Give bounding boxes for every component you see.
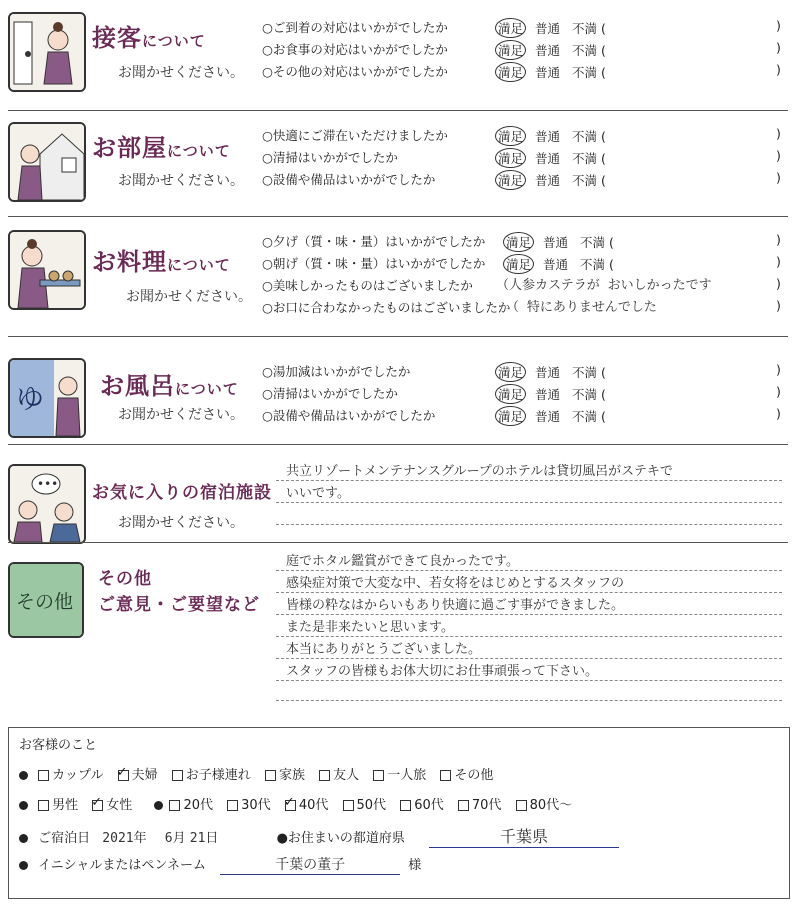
prefecture-field[interactable]: 千葉県 xyxy=(429,824,619,848)
checkbox[interactable] xyxy=(38,800,49,811)
gender-option[interactable]: ✓ 女性 xyxy=(92,794,132,813)
age-option[interactable]: 80代〜 xyxy=(516,794,573,813)
stay-date-row xyxy=(19,824,619,848)
bath-title: お風呂について xyxy=(100,371,239,400)
favorite-subtitle: お聞かせください。 xyxy=(118,515,244,531)
close-paren: ) xyxy=(776,232,781,247)
food-answer-1: （人参カステラが おいしかったです xyxy=(496,278,712,293)
companion-option[interactable]: 家族 xyxy=(265,764,305,783)
gender-option[interactable]: 男性 xyxy=(38,794,78,813)
close-paren: ) xyxy=(776,384,781,399)
writing-line xyxy=(276,524,782,525)
checkbox[interactable] xyxy=(319,770,330,781)
chat-illustration-icon xyxy=(8,464,86,544)
bath-rating-1[interactable]: 満足 普通 不満 ( xyxy=(498,362,618,382)
divider xyxy=(8,216,788,217)
other-line-6: スタッフの皆様もお体大切にお仕事頑張って下さい。 xyxy=(286,664,599,679)
checkbox[interactable] xyxy=(343,800,354,811)
bath-q2: ○清掃はいかがでしたか xyxy=(262,386,398,401)
food-q4: ○お口に合わなかったものはございましたか xyxy=(262,300,511,315)
writing-line xyxy=(276,658,782,659)
writing-line xyxy=(276,502,782,503)
favorite-line-2: いいです。 xyxy=(286,486,350,501)
close-paren: ) xyxy=(776,362,781,377)
close-paren: ) xyxy=(776,298,781,313)
stay-month[interactable]: 6 xyxy=(164,831,173,846)
age-option[interactable]: 30代 xyxy=(227,794,271,813)
bath-illustration-icon xyxy=(8,358,86,438)
stay-day[interactable]: 21 xyxy=(189,831,206,846)
checkbox[interactable] xyxy=(172,770,183,781)
service-title: 接客について xyxy=(92,23,206,52)
service-illustration-icon xyxy=(8,12,86,92)
food-rating-1[interactable]: 満足 普通 不満 ( xyxy=(506,232,626,252)
service-rating-3[interactable]: 満足 普通 不満 ( xyxy=(498,62,618,82)
service-rating-2[interactable]: 満足 普通 不満 ( xyxy=(498,40,618,60)
checkbox[interactable] xyxy=(458,800,469,811)
favorite-line-1: 共立リゾートメンテナンスグループのホテルは貸切風呂がステキで xyxy=(286,464,673,479)
bullet xyxy=(19,771,28,780)
section-bath xyxy=(0,338,800,444)
checkbox[interactable] xyxy=(169,800,180,811)
checkbox[interactable] xyxy=(440,770,451,781)
room-rating-2[interactable]: 満足 普通 不満 ( xyxy=(498,148,618,168)
food-illustration-icon xyxy=(8,230,86,310)
room-illustration-icon xyxy=(8,122,86,202)
bullet xyxy=(154,801,163,810)
other-line-4: また是非来たいと思います。 xyxy=(286,620,454,635)
svg-text:•••: ••• xyxy=(37,477,59,491)
customer-heading: お客様のこと xyxy=(19,738,98,753)
day-unit: 日 xyxy=(205,831,219,846)
checkbox[interactable] xyxy=(118,770,129,781)
close-paren: ) xyxy=(776,126,781,141)
close-paren: ) xyxy=(776,148,781,163)
food-rating-2[interactable]: 満足 普通 不満 ( xyxy=(506,254,626,274)
food-answer-2: （ 特にありませんでした xyxy=(506,300,657,315)
writing-line xyxy=(276,680,782,681)
room-q2: ○清掃はいかがでしたか xyxy=(262,150,398,165)
bath-rating-2[interactable]: 満足 普通 不満 ( xyxy=(498,384,618,404)
companion-option[interactable]: 一人旅 xyxy=(373,764,426,783)
name-suffix: 様 xyxy=(408,858,422,873)
writing-line xyxy=(276,700,782,701)
section-food xyxy=(0,218,800,336)
close-paren: ) xyxy=(776,62,781,77)
writing-line xyxy=(276,614,782,615)
age-option[interactable]: ✓ 40代 xyxy=(285,794,329,813)
bullet xyxy=(19,801,28,810)
companion-option[interactable]: カップル xyxy=(38,764,103,783)
customer-info-box xyxy=(8,727,790,899)
name-label: イニシャルまたはペンネーム xyxy=(38,858,206,873)
food-title: お料理について xyxy=(92,247,231,276)
year-unit: 年 xyxy=(133,831,147,846)
room-title: お部屋について xyxy=(92,133,231,162)
close-paren: ) xyxy=(776,276,781,291)
other-line-5: 本当にありがとうございました。 xyxy=(286,642,482,657)
svg-text:その他: その他 xyxy=(16,591,74,613)
checkbox[interactable] xyxy=(516,800,527,811)
divider xyxy=(8,444,788,445)
divider xyxy=(8,110,788,111)
bath-q1: ○湯加減はいかがでしたか xyxy=(262,364,411,379)
other-line-1: 庭でホタル鑑賞ができて良かったです。 xyxy=(286,554,519,569)
service-q3: ○その他の対応はいかがでしたか xyxy=(262,64,448,79)
writing-line xyxy=(276,480,782,481)
writing-line xyxy=(276,636,782,637)
favorite-title: お気に入りの宿泊施設 xyxy=(92,483,272,503)
close-paren: ) xyxy=(776,406,781,421)
svg-text:ゆ: ゆ xyxy=(16,382,45,415)
checkbox[interactable] xyxy=(285,800,296,811)
age-option[interactable]: 20代 xyxy=(154,794,213,813)
food-q2: ○朝げ（質・味・量）はいかがでしたか xyxy=(262,256,486,271)
bullet xyxy=(19,861,28,870)
bullet xyxy=(19,834,28,843)
checkbox[interactable] xyxy=(92,800,103,811)
section-service xyxy=(0,0,800,110)
room-q3: ○設備や備品はいかがでしたか xyxy=(262,172,436,187)
checkbox[interactable] xyxy=(265,770,276,781)
service-rating-1[interactable]: 満足 普通 不満 ( xyxy=(498,18,618,38)
prefecture-label: ●お住まいの都道府県 xyxy=(276,831,405,846)
other-line-3: 皆様の粋なはからいもあり快適に過ごす事ができました。 xyxy=(286,598,625,613)
service-q2: ○お食事の対応はいかがでしたか xyxy=(262,42,448,57)
other-title: その他 ご意見・ご要望など xyxy=(98,569,260,615)
stay-year[interactable]: 2021 xyxy=(102,831,134,846)
food-q1: ○夕げ（質・味・量）はいかがでしたか xyxy=(262,234,486,249)
age-option[interactable]: 50代 xyxy=(343,794,387,813)
companion-row xyxy=(19,764,503,783)
section-room xyxy=(0,112,800,216)
section-other xyxy=(0,544,800,704)
checkbox[interactable] xyxy=(400,800,411,811)
checkbox[interactable] xyxy=(38,770,49,781)
food-q3: ○美味しかったものはございましたか xyxy=(262,278,473,293)
companion-option[interactable]: ✓ 夫婦 xyxy=(118,764,158,783)
companion-option[interactable]: その他 xyxy=(440,764,493,783)
checkbox[interactable] xyxy=(227,800,238,811)
stay-date-label: ご宿泊日 xyxy=(38,831,91,846)
food-subtitle: お聞かせください。 xyxy=(126,289,252,305)
writing-line xyxy=(276,570,782,571)
gender-age-row xyxy=(19,794,582,813)
divider xyxy=(8,336,788,337)
bath-rating-3[interactable]: 満足 普通 不満 ( xyxy=(498,406,618,426)
service-q1: ○ご到着の対応はいかがでしたか xyxy=(262,20,448,35)
close-paren: ) xyxy=(776,170,781,185)
close-paren: ) xyxy=(776,40,781,55)
bath-q3: ○設備や備品はいかがでしたか xyxy=(262,408,436,423)
close-paren: ) xyxy=(776,254,781,269)
month-unit: 月 xyxy=(172,831,186,846)
writing-line xyxy=(276,592,782,593)
companion-option[interactable]: お子様連れ xyxy=(172,764,251,783)
other-label-icon xyxy=(8,562,84,638)
room-rating-1[interactable]: 満足 普通 不満 ( xyxy=(498,126,618,146)
age-option[interactable]: 60代 xyxy=(400,794,444,813)
name-row xyxy=(19,854,421,875)
checkbox[interactable] xyxy=(373,770,384,781)
companion-option[interactable]: 友人 xyxy=(319,764,359,783)
bath-subtitle: お聞かせください。 xyxy=(118,407,244,423)
section-favorite xyxy=(0,446,800,542)
room-subtitle: お聞かせください。 xyxy=(118,173,244,189)
age-option[interactable]: 70代 xyxy=(458,794,502,813)
other-line-2: 感染症対策で大変な中、若女将をはじめとするスタッフの xyxy=(286,576,625,591)
room-rating-3[interactable]: 満足 普通 不満 ( xyxy=(498,170,618,190)
name-field[interactable]: 千葉の董子 xyxy=(220,854,400,875)
service-subtitle: お聞かせください。 xyxy=(118,65,244,81)
room-q1: ○快適にご滞在いただけましたか xyxy=(262,128,448,143)
close-paren: ) xyxy=(776,18,781,33)
divider xyxy=(8,542,788,543)
